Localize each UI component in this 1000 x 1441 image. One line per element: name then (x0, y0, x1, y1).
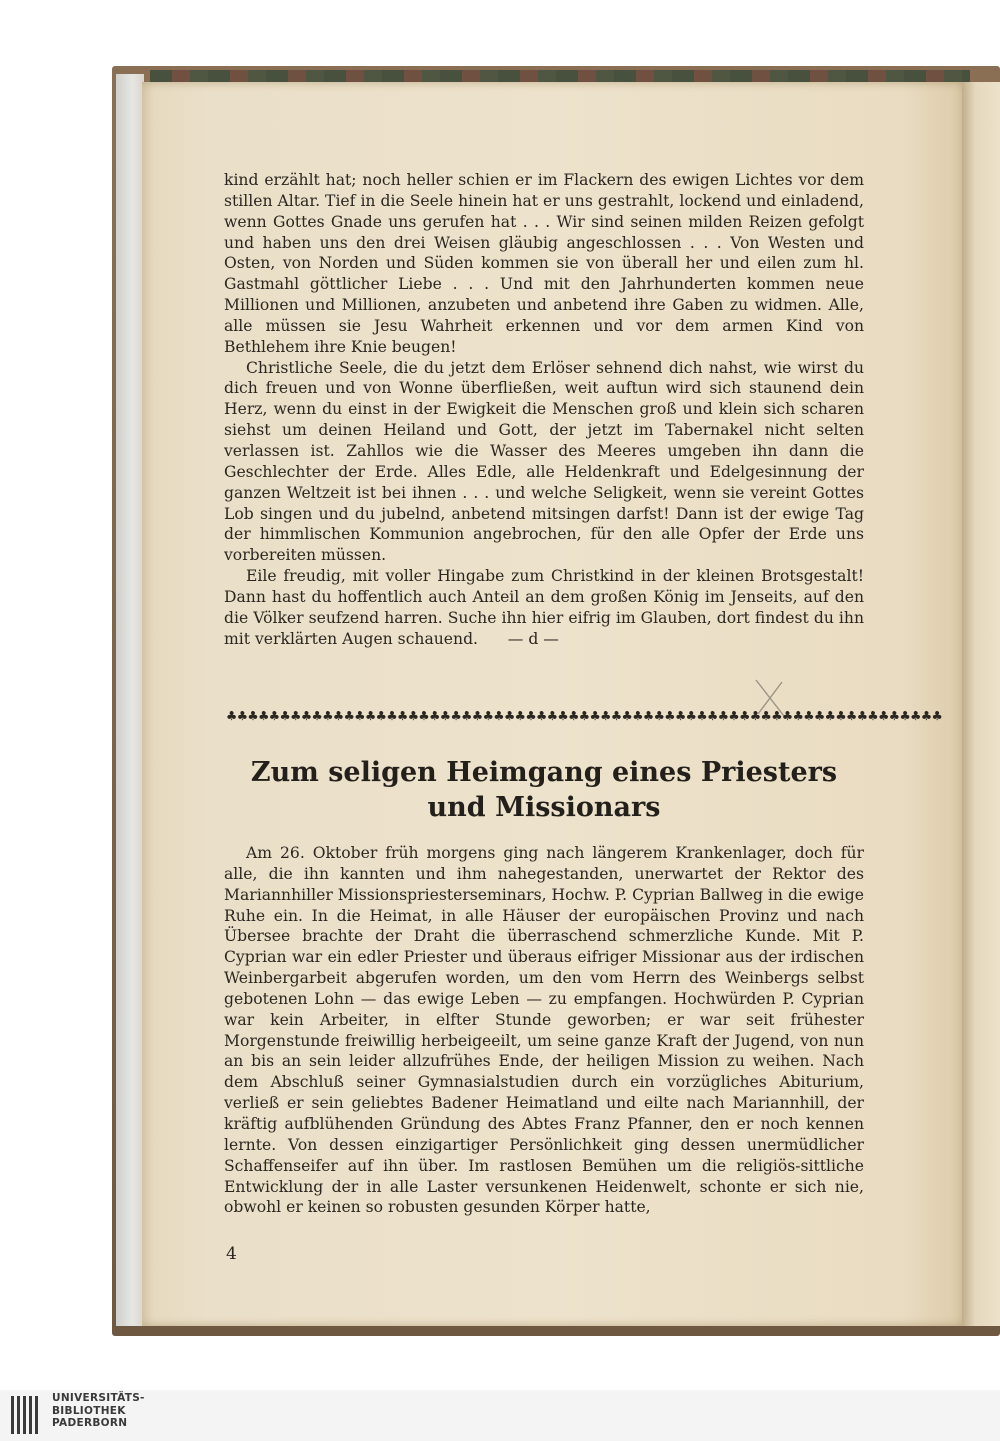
paragraph: kind erzählt hat; noch heller schien er im Flackern des ewigen Lichtes vor dem stillen Altar. Tief in die Seele hinein hat er uns gestrahlt, lockend und einladend, wenn Gottes Gnade uns gerufen hat . . . Wir sind seinen milden Reizen gefolgt und haben uns den drei Weisen gläubig angeschlossen . . . Von Westen und Osten, von Norden und Süden kommen sie von überall her und eilen zum hl. Gastmahl göttlicher Liebe . . . Und mit den Jahrhunderten kommen neue Millionen und Millionen, anzubeten und anbetend ihre Gaben zu widmen. Alle, alle müssen sie Jesu Wahrheit erkennen und vor dem armen Kind von Bethlehem ihre Knie beugen! (224, 171, 864, 356)
continued-article-text (224, 170, 864, 649)
library-footer (0, 1390, 1000, 1441)
article-text (224, 843, 864, 1218)
article-title-line-1: Zum seligen Heimgang eines Priesters (250, 757, 838, 788)
paragraph: Christliche Seele, die du jetzt dem Erlöser sehnend dich nahst, wie wirst du dich freuen und von Wonne überfließen, weit auftun wird sich staunend dein Herz, wenn du einst in der Ewigkeit die Menschen groß und klein sich scharen siehst um deinen Heiland und Gott, der jetzt im Tabernakel nicht selten verlassen ist. Zahllos wie die Wasser des Meeres umgeben ihn dann die Geschlechter der Erde. Alles Edle, alle Heldenkraft und Edelgesinnung der ganzen Weltzeit ist bei ihnen . . . und welche Seligkeit, wenn sie vereint Gottes Lob singen und du jubelnd, anbetend mitsingen darfst! Dann ist der ewige Tag der himmlischen Kommunion angebrochen, für den alle Opfer der Erde uns vorbereiten müssen. (224, 358, 864, 565)
page-gutter (962, 82, 1000, 1326)
library-name-line: PADERBORN (52, 1417, 128, 1429)
page-number: 4 (226, 1244, 237, 1264)
paragraph: Am 26. Oktober früh morgens ging nach längerem Krankenlager, doch für alle, die ihn kannten und ihm nahegestanden, unerwartet der Rektor des Mariannhiller Missionspriesterseminars, Hochw. P. Cyprian Ballweg in die ewige Ruhe ein. In die Heimat, in alle Häuser der europäischen Provinz und nach Übersee brachte der Draht die überraschend schmerzliche Kunde. Mit P. Cyprian war ein edler Priester und überaus eifriger Missionar aus der irdischen Weinbergarbeit abgerufen worden, um den vom Herrn des Weinbergs selbst gebotenen Lohn — das ewige Leben — zu empfangen. Hochwürden P. Cyprian war kein Arbeiter, in elfter Stunde geworben; er war seit frühester Morgenstunde freiwillig herbeigeeilt, um seine ganze Kraft der Jugend, von nun an bis an sein leider allzufrühes Ende, der heiligen Mission zu weihen. Nach dem Abschluß seiner Gymnasialstudien durch ein vorzügliches Abiturium, verließ er sein geliebtes Badener Heimatland und eilte nach Mariannhill, der kräftig aufblühenden Gründung des Abtes Franz Pfanner, den er noch kennen lernte. Von dessen einzigartiger Persönlichkeit ging dessen unermüdlicher Schaffenseifer auf ihn über. Im rastlosen Bemühen um die religiös-sittliche Entwicklung der in alle Laster versunkenen Heidenwelt, schonte er sich nie, obwohl er keinen so robusten gesunden Körper hatte, (224, 844, 864, 1217)
library-name-line: UNIVERSITÄTS- (52, 1392, 145, 1404)
paragraph (224, 566, 864, 649)
library-name-line: BIBLIOTHEK (52, 1404, 126, 1417)
library-logo-icon (10, 1394, 44, 1436)
left-cover-board (116, 74, 144, 1326)
paragraph-text: Eile freudig, mit voller Hingabe zum Christkind in der kleinen Brotsgestalt! Dann hast du hoffentlich auch Anteil an dem großen König im Jenseits, auf den die Völker seufzend harren. Suche ihn hier eifrig im Glauben, dort findest du ihn mit verklärten Augen schauend. (224, 567, 864, 648)
article-title-line-2: und Missionars (427, 792, 661, 823)
ornamental-divider: ♣♣♣♣♣♣♣♣♣♣♣♣♣♣♣♣♣♣♣♣♣♣♣♣♣♣♣♣♣♣♣♣♣♣♣♣♣♣♣♣♣♣♣♣♣♣♣♣♣♣♣♣♣♣♣♣♣♣♣♣♣♣♣♣♣♣♣ (226, 708, 943, 723)
author-signoff: — d — (507, 629, 559, 648)
library-name (52, 1392, 145, 1430)
